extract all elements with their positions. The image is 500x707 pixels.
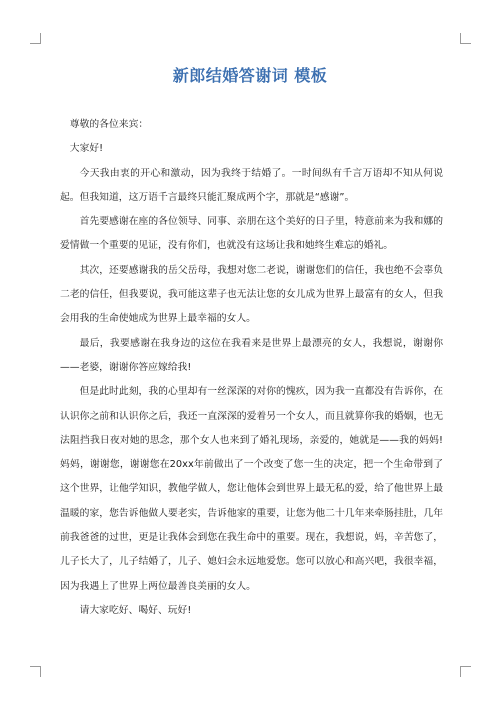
body-paragraph: 但是此时此刻，我的心里却有一丝深深的对你的愧疚，因为我一直都没有告诉你，在认识你之前和认识你之后，我还一直深深的爱着另一个女人，而且就算你我的婚姻，也无法阻挡我日夜对她的思念，那个女人也来到了婚礼现场，亲爱的，她就是——我的妈妈!妈妈，谢谢您，谢谢您在20xx年前做出了一个改变了您一生的决定，把一个生命带到了这个世界，让他学知识，教他学做人，您让他体会到世界上最无私的爱，给了他世界上最温暖的家，您告诉他做人要老实，告诉他家的重要，让您为他二十几年来牵肠挂肚，几年前我爸爸的过世，更是让我体会到您在我生命中的重要。现在，我想说，妈，辛苦您了，儿子长大了，儿子结婚了，儿子、媳妇会永远地爱您。您可以放心和高兴吧，我很幸福，因为我遇上了世界上两位最善良美丽的女人。 xyxy=(60,386,443,592)
page-corner-mark xyxy=(460,33,471,44)
greeting: 大家好! xyxy=(69,143,104,155)
body-paragraph: 今天我由衷的开心和激动，因为我终于结婚了。一时间纵有千言万语却不知从何说起。但我知道，这万语千言最终只能汇聚成两个字，那就是“感谢”。 xyxy=(60,167,443,203)
document-body xyxy=(60,113,443,623)
page-corner-mark xyxy=(30,33,41,44)
document-title: 新郎结婚答谢词 模板 xyxy=(172,66,328,85)
salutation: 尊敬的各位来宾： xyxy=(69,119,149,130)
body-paragraph: 首先要感谢在座的各位领导、同事、亲朋在这个美好的日子里，特意前来为我和娜的爱情做一个重要的见证，没有你们，也就没有这场让我和她终生难忘的婚礼。 xyxy=(60,216,443,252)
page-corner-mark xyxy=(30,666,41,677)
body-paragraph: 其次，还要感谢我的岳父岳母，我想对您二老说，谢谢您们的信任，我也绝不会辜负二老的信任，但我要说，我可能这辈子也无法让您的女儿成为世界上最富有的女人，但我会用我的生命使她成为世界上最幸福的女人。 xyxy=(60,264,443,325)
closing-paragraph: 请大家吃好、喝好、玩好! xyxy=(79,604,192,616)
page-corner-mark xyxy=(460,666,471,677)
body-paragraph: 最后，我要感谢在我身边的这位在我看来是世界上最漂亮的女人，我想说，谢谢你——老婆，谢谢你答应嫁给我! xyxy=(60,337,443,373)
